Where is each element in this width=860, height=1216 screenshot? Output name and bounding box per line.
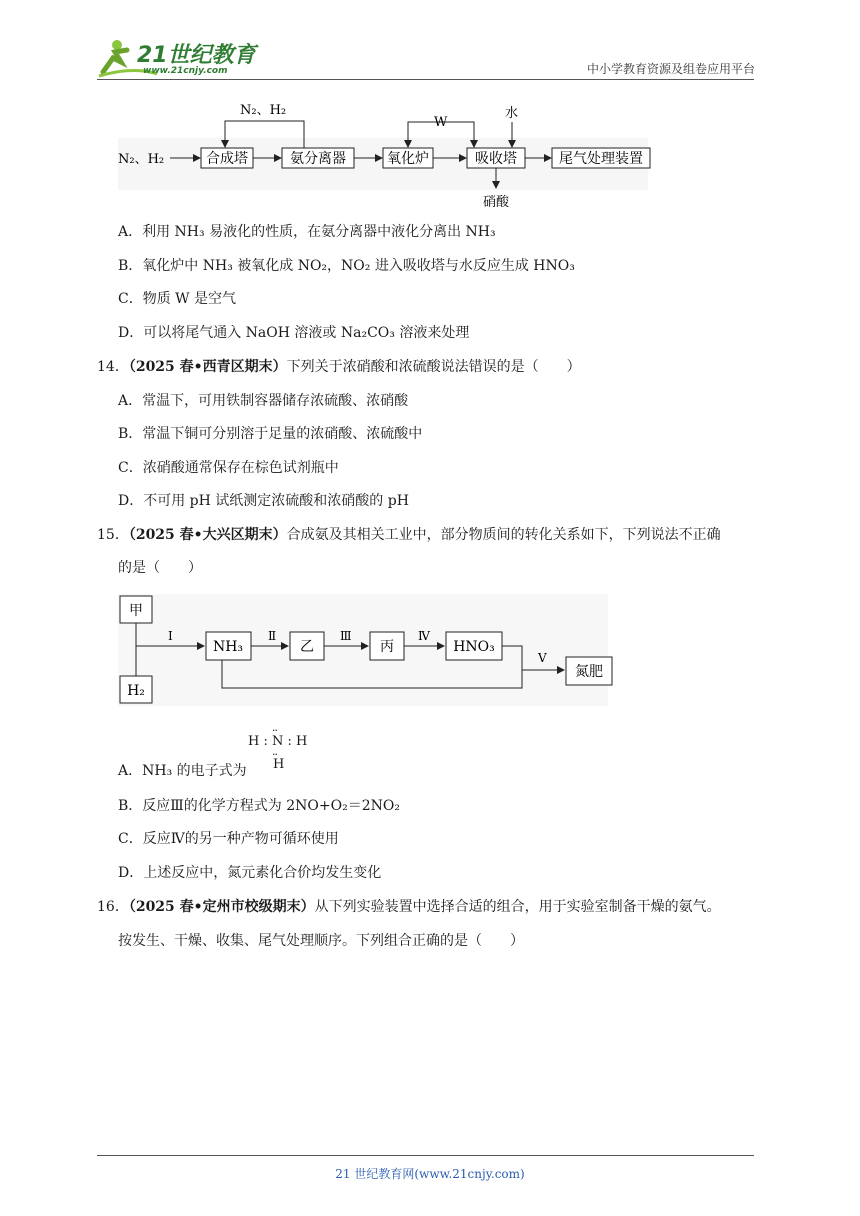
box-label-1: 氨分离器 <box>290 151 346 167</box>
box-label-3: 吸收塔 <box>475 151 517 167</box>
fertilizer-label: 氮肥 <box>575 664 603 680</box>
electron-formula-bottom: H <box>273 757 285 772</box>
jia-label: 甲 <box>129 603 143 619</box>
ammonia-conversion-diagram <box>118 594 618 706</box>
q15-option-b: B．反应Ⅲ的化学方程式为 2NO+O₂＝2NO₂ <box>118 798 400 814</box>
q14-number: 14． <box>97 359 129 375</box>
header-divider <box>97 79 754 80</box>
platform-name: 中小学教育资源及组卷应用平台 <box>586 62 755 76</box>
hno3-label: HNO₃ <box>453 639 495 655</box>
step-2-label: Ⅱ <box>268 629 277 643</box>
water-label: 水 <box>505 106 519 121</box>
q16-source: （2025 春•定州市校级期末） <box>128 899 315 915</box>
q15-option-c: C．反应Ⅳ的另一种产物可循环使用 <box>118 831 339 847</box>
step-1-label: Ⅰ <box>168 629 173 643</box>
q14-source: （2025 春•西青区期末） <box>128 359 287 375</box>
q13-option-b: B．氧化炉中 NH₃ 被氧化成 NO₂，NO₂ 进入吸收塔与水反应生成 HNO₃ <box>118 258 575 274</box>
nh3-label: NH₃ <box>212 639 244 655</box>
q16-stem-line2: 按发生、干燥、收集、尾气处理顺序。下列组合正确的是（ ） <box>118 933 524 949</box>
q13-option-a: A．利用 NH₃ 易液化的性质，在氨分离器中液化分离出 NH₃ <box>118 224 496 240</box>
n2h2-recycle-label: N₂、H₂ <box>240 103 287 118</box>
q15-option-d: D．上述反应中，氮元素化合价均发生变化 <box>118 865 382 881</box>
q14-option-c: C．浓硝酸通常保存在棕色试剂瓶中 <box>118 460 339 476</box>
box-label-0: 合成塔 <box>206 151 248 167</box>
lone-pair-dots: ·· <box>272 724 277 737</box>
logo-main-text: 21世纪教育 <box>137 43 256 68</box>
step-3-label: Ⅲ <box>340 629 352 643</box>
logo <box>95 36 265 80</box>
h2-label: H₂ <box>127 683 145 699</box>
yi-label: 乙 <box>300 639 314 655</box>
nitric-acid-label: 硝酸 <box>483 195 510 210</box>
step-5-label: Ⅴ <box>538 651 547 665</box>
q14-option-d: D．不可用 pH 试纸测定浓硫酸和浓硝酸的 pH <box>118 493 409 509</box>
step-4-label: Ⅳ <box>418 629 430 643</box>
q15-number: 15． <box>97 527 129 543</box>
logo-sub-text: www.21cnjy.com <box>143 66 228 76</box>
q15-option-a: A．NH₃ 的电子式为 <box>118 763 247 779</box>
q16-question: 从下列实验装置中选择合适的组合，用于实验室制备干燥的氨气。 <box>314 899 721 915</box>
electron-formula-middle: H : N : H <box>248 734 308 749</box>
footer-divider <box>97 1155 754 1156</box>
nitric-acid-flow-diagram <box>118 98 658 210</box>
bond-pair-dots: ·· <box>272 748 277 761</box>
q14-option-b: B．常温下铜可分别溶于足量的浓硝酸、浓硫酸中 <box>118 426 423 442</box>
q15-source: （2025 春•大兴区期末） <box>128 527 287 543</box>
box-label-4: 尾气处理装置 <box>559 151 643 167</box>
q15-stem-line1 <box>97 524 721 544</box>
q14-option-a: A．常温下，可用铁制容器储存浓硫酸、浓硝酸 <box>118 393 409 409</box>
q13-option-d: D．可以将尾气通入 NaOH 溶液或 Na₂CO₃ 溶液来处理 <box>118 325 470 341</box>
n2h2-input-label: N₂、H₂ <box>118 152 165 167</box>
q14-question: 下列关于浓硝酸和浓硫酸说法错误的是（ ） <box>286 359 581 375</box>
box-label-2: 氧化炉 <box>387 151 429 167</box>
q13-option-c: C．物质 W 是空气 <box>118 291 237 307</box>
w-label: W <box>434 115 448 130</box>
bing-label: 丙 <box>380 639 394 655</box>
q16-number: 16． <box>97 899 129 915</box>
q15-stem-line2: 的是（ ） <box>118 560 202 576</box>
footer-site-link[interactable]: 21 世纪教育网(www.21cnjy.com) <box>335 1167 525 1181</box>
q16-stem-line1 <box>97 896 721 916</box>
q14-stem <box>97 356 581 376</box>
q15-question: 合成氨及其相关工业中，部分物质间的转化关系如下，下列说法不正确 <box>286 527 721 543</box>
nh3-electron-formula <box>248 724 312 774</box>
